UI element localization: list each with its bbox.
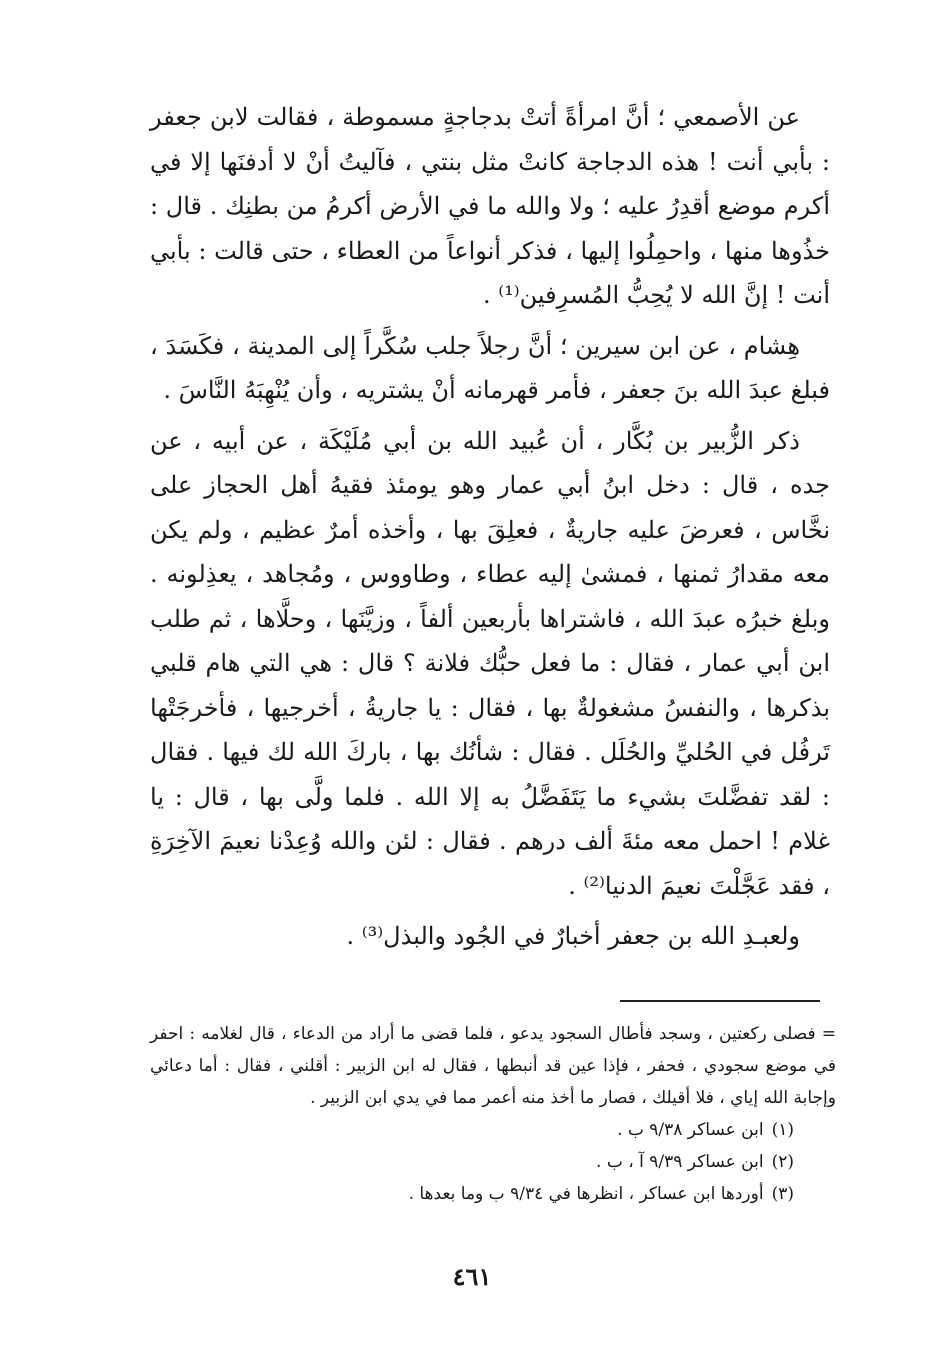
footnote-2: [150, 1146, 836, 1178]
footnote-number: (٢): [771, 1152, 794, 1172]
footnote-separator: [620, 1000, 820, 1002]
paragraph-hisham: هِشام ، عن ابن سيرين ؛ أنَّ رجلاً جلب سُكَّراً إلى المدينة ، فكَسَدَ ، فبلغ عبدَ الله بنَ جعفر ، فأمر قهرمانه أنْ يشتريه ، وأن يُنْهِبَهُ النَّاسَ .: [150, 331, 830, 404]
paragraph-asmai: عن الأصمعي ؛ أنَّ امرأةً أتتْ بدجاجةٍ مسموطة ، فقالت لابن جعفر : بأبي أنت ! هذه الدجاجة كانتْ مثل بنتي ، فآليتُ أنْ لا أدفنَها إلا في أكرم موضع أقدِرُ عليه ؛ ولا والله ما في الأرض أكرمُ من بطنِك . قال : خذُوها منها ، واحمِلُوا إليها ، فذكر أنواعاً من العطاء ، حتى قالت : بأبي أنت ! إنَّ الله لا يُحِبُّ المُسرِفين⁽¹⁾ .: [150, 103, 830, 309]
footnote-text: ابن عساكر ٩/٣٩ آ ، ب .: [596, 1152, 764, 1172]
page-number: ٤٦١: [452, 1262, 492, 1291]
paragraph-closing: ولعبـدِ الله بن جعفر أخبارٌ في الجُود والبذل⁽³⁾ .: [346, 922, 800, 950]
footnotes: [150, 1018, 836, 1210]
footnote-continuation: = فصلى ركعتين ، وسجد فأطال السجود يدعو ، فلما قضى ما أراد من الدعاء ، قال لغلامه : احفر في موضع سجودي ، فحفر ، فإذا عين قد أنبطها ، فقال له ابن الزبير : أقلني ، فقال : أما دعائي وإجابة الله إياي ، فلا أقيلك ، فصار ما أخذ منه أعمر مما في يدي ابن الزبير .: [150, 1024, 836, 1108]
footnote-text: ابن عساكر ٩/٣٨ ب .: [617, 1120, 764, 1140]
footnote-1: [150, 1114, 836, 1146]
footnote-3: [150, 1178, 836, 1210]
main-text: [150, 95, 830, 965]
footnote-number: (١): [771, 1120, 794, 1140]
footnote-text: أوردها ابن عساكر ، انظرها في ٩/٣٤ ب وما بعدها .: [408, 1184, 764, 1204]
paragraph-zubayr: ذكر الزُّبير بن بُكَّار ، أن عُبيد الله بن أبي مُلَيْكَة ، عن أبيه ، عن جده ، قال : دخل ابنُ أبي عمار وهو يومئذ فقيهُ أهل الحجاز على نخَّاس ، فعرضَ عليه جاريةٌ ، فعلِقَ بها ، وأخذه أمرٌ عظيم ، ولم يكن معه مقدارُ ثمنها ، فمشىٰ إليه عطاء ، وطاووس ، ومُجاهد ، يعذِلونه . وبلغ خبرُه عبدَ الله ، فاشتراها بأربعين ألفاً ، وزيَّنَها ، وحلَّاها ، ثم طلب ابن أبي عمار ، فقال : ما فعل حبُّك فلانة ؟ قال : هي التي هام قلبي بذكرها ، والنفسُ مشغولةٌ بها ، فقال : يا جاريةُ ، أخرجيها ، فأخرجَتْها تَرفُل في الحُليِّ والحُلَل . فقال : شأنُك بها ، باركَ الله لك فيها . فقال : لقد تفضَّلتَ بشيء ما يَتَفَضَّلُ به إلا الله . فلما ولَّى بها ، قال : يا غلام ! احمل معه مئةَ ألف درهم . فقال : لئن والله وُعِدْنا نعيمَ الآخِرَةِ ، فقد عَجَّلْتَ نعيمَ الدنيا⁽²⁾ .: [150, 426, 830, 900]
footnote-number: (٣): [771, 1184, 794, 1204]
